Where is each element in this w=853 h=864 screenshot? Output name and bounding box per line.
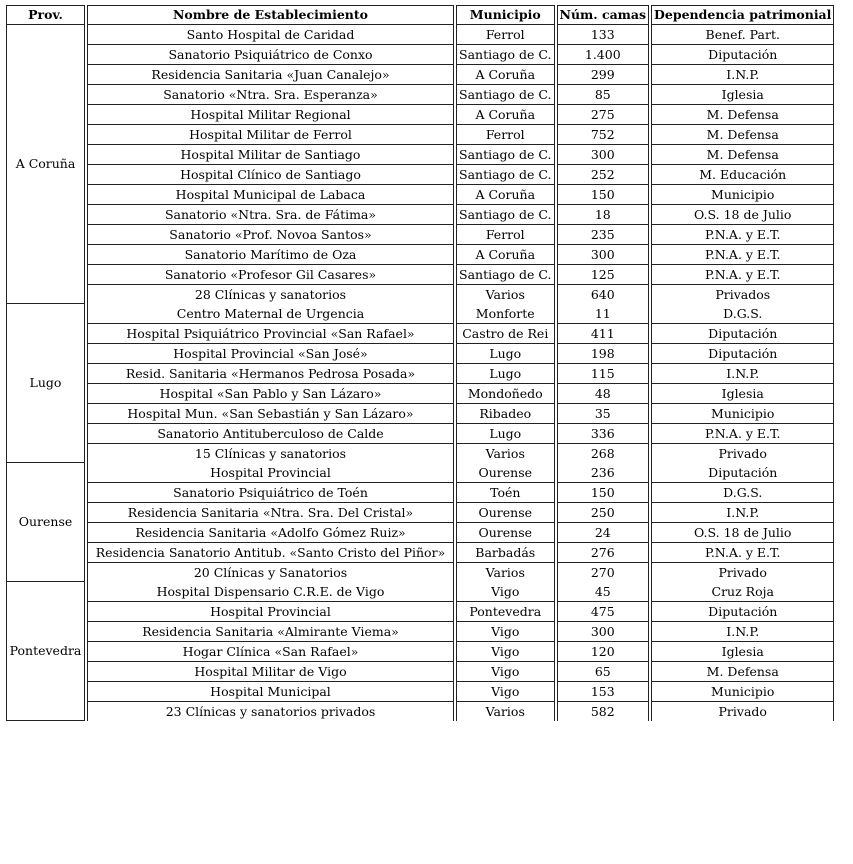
municipio-cell: A Coruña xyxy=(456,244,555,264)
municipio-cell: Ferrol xyxy=(456,25,555,44)
beds-cell: 752 xyxy=(557,124,650,144)
beds-cell: 35 xyxy=(557,403,650,423)
establishment-name-cell: Sanatorio Psiquiátrico de Toén xyxy=(87,482,454,502)
dependency-cell: M. Defensa xyxy=(651,124,834,144)
table-row xyxy=(6,204,834,224)
municipio-cell: Lugo xyxy=(456,363,555,383)
establishment-name-cell: Hospital Provincial «San José» xyxy=(87,343,454,363)
municipio-cell: Santiago de C. xyxy=(456,204,555,224)
municipio-cell: Varios xyxy=(456,443,555,463)
beds-cell: 45 xyxy=(557,582,650,601)
table-row xyxy=(6,104,834,124)
beds-cell: 250 xyxy=(557,502,650,522)
beds-cell: 48 xyxy=(557,383,650,403)
establishment-name-cell: Residencia Sanatorio Antitub. «Santo Cristo del Piñor» xyxy=(87,542,454,562)
dependency-cell: O.S. 18 de Julio xyxy=(651,522,834,542)
table-row xyxy=(6,244,834,264)
dependency-cell: Diputación xyxy=(651,343,834,363)
dependency-cell: Municipio xyxy=(651,184,834,204)
municipio-cell: A Coruña xyxy=(456,64,555,84)
dependency-cell: P.N.A. y E.T. xyxy=(651,264,834,284)
table-row xyxy=(6,44,834,64)
dependency-cell: D.G.S. xyxy=(651,482,834,502)
establishment-name-cell: Residencia Sanitaria «Adolfo Gómez Ruiz» xyxy=(87,522,454,542)
establishment-name-cell: Centro Maternal de Urgencia xyxy=(87,304,454,323)
table-row xyxy=(6,403,834,423)
municipio-cell: Varios xyxy=(456,284,555,304)
municipio-cell: Vigo xyxy=(456,681,555,701)
beds-cell: 640 xyxy=(557,284,650,304)
table-row xyxy=(6,621,834,641)
table-row xyxy=(6,184,834,204)
dependency-cell: Privados xyxy=(651,284,834,304)
beds-cell: 270 xyxy=(557,562,650,582)
header-row xyxy=(6,5,834,25)
beds-cell: 115 xyxy=(557,363,650,383)
table-row xyxy=(6,343,834,363)
municipio-cell: Barbadás xyxy=(456,542,555,562)
dependency-cell: M. Educación xyxy=(651,164,834,184)
municipio-cell: Vigo xyxy=(456,661,555,681)
municipio-cell: Vigo xyxy=(456,621,555,641)
province-cell: Pontevedra xyxy=(6,582,85,721)
table-row xyxy=(6,681,834,701)
beds-cell: 150 xyxy=(557,184,650,204)
province-cell: Ourense xyxy=(6,463,85,582)
table-row xyxy=(6,482,834,502)
dependency-cell: Municipio xyxy=(651,403,834,423)
establishment-name-cell: Sanatorio «Profesor Gil Casares» xyxy=(87,264,454,284)
beds-cell: 336 xyxy=(557,423,650,443)
dependency-cell: Privado xyxy=(651,443,834,463)
dependency-cell: I.N.P. xyxy=(651,363,834,383)
beds-cell: 299 xyxy=(557,64,650,84)
municipio-cell: Varios xyxy=(456,701,555,721)
beds-cell: 300 xyxy=(557,244,650,264)
table-row xyxy=(6,383,834,403)
establishment-name-cell: Resid. Sanitaria «Hermanos Pedrosa Posada» xyxy=(87,363,454,383)
municipio-cell: Santiago de C. xyxy=(456,144,555,164)
municipio-cell: Ferrol xyxy=(456,124,555,144)
beds-cell: 150 xyxy=(557,482,650,502)
establishment-name-cell: Hospital Municipal de Labaca xyxy=(87,184,454,204)
header-municipio: Municipio xyxy=(456,5,555,25)
dependency-cell: P.N.A. y E.T. xyxy=(651,244,834,264)
table-row xyxy=(6,601,834,621)
table-row xyxy=(6,582,834,601)
dependency-cell: M. Defensa xyxy=(651,104,834,124)
establishment-name-cell: Sanatorio «Ntra. Sra. Esperanza» xyxy=(87,84,454,104)
beds-cell: 24 xyxy=(557,522,650,542)
dependency-cell: P.N.A. y E.T. xyxy=(651,423,834,443)
establishment-name-cell: Hospital Provincial xyxy=(87,463,454,482)
province-cell: A Coruña xyxy=(6,25,85,304)
establishment-name-cell: Hospital Psiquiátrico Provincial «San Rafael» xyxy=(87,323,454,343)
table-row xyxy=(6,363,834,383)
beds-cell: 411 xyxy=(557,323,650,343)
municipio-cell: Lugo xyxy=(456,423,555,443)
province-cell: Lugo xyxy=(6,304,85,463)
table-row xyxy=(6,542,834,562)
establishment-name-cell: Residencia Sanitaria «Ntra. Sra. Del Cristal» xyxy=(87,502,454,522)
establishment-name-cell: 20 Clínicas y Sanatorios xyxy=(87,562,454,582)
dependency-cell: Privado xyxy=(651,701,834,721)
municipio-cell: Santiago de C. xyxy=(456,264,555,284)
establishment-name-cell: Hospital Militar Regional xyxy=(87,104,454,124)
beds-cell: 11 xyxy=(557,304,650,323)
dependency-cell: Diputación xyxy=(651,44,834,64)
establishment-name-cell: Hospital Militar de Ferrol xyxy=(87,124,454,144)
table-row xyxy=(6,522,834,542)
table-row xyxy=(6,224,834,244)
beds-cell: 275 xyxy=(557,104,650,124)
dependency-cell: Iglesia xyxy=(651,84,834,104)
establishment-name-cell: Residencia Sanitaria «Almirante Viema» xyxy=(87,621,454,641)
table-row xyxy=(6,323,834,343)
beds-cell: 300 xyxy=(557,621,650,641)
municipio-cell: Castro de Rei xyxy=(456,323,555,343)
municipio-cell: Ribadeo xyxy=(456,403,555,423)
establishment-name-cell: Hospital Militar de Santiago xyxy=(87,144,454,164)
establishment-name-cell: Hospital Mun. «San Sebastián y San Lázaro» xyxy=(87,403,454,423)
establishment-name-cell: Santo Hospital de Caridad xyxy=(87,25,454,44)
municipio-cell: Ourense xyxy=(456,502,555,522)
dependency-cell: O.S. 18 de Julio xyxy=(651,204,834,224)
municipio-cell: Mondoñedo xyxy=(456,383,555,403)
dependency-cell: I.N.P. xyxy=(651,502,834,522)
header-name: Nombre de Establecimiento xyxy=(87,5,454,25)
establishment-name-cell: Hogar Clínica «San Rafael» xyxy=(87,641,454,661)
header-prov: Prov. xyxy=(6,5,85,25)
establishment-name-cell: 15 Clínicas y sanatorios xyxy=(87,443,454,463)
municipio-cell: Ferrol xyxy=(456,224,555,244)
dependency-cell: I.N.P. xyxy=(651,621,834,641)
dependency-cell: M. Defensa xyxy=(651,144,834,164)
table-row xyxy=(6,284,834,304)
dependency-cell: Municipio xyxy=(651,681,834,701)
establishment-name-cell: Sanatorio «Prof. Novoa Santos» xyxy=(87,224,454,244)
establishment-name-cell: 23 Clínicas y sanatorios privados xyxy=(87,701,454,721)
dependency-cell: Iglesia xyxy=(651,383,834,403)
beds-cell: 153 xyxy=(557,681,650,701)
dependency-cell: P.N.A. y E.T. xyxy=(651,542,834,562)
beds-cell: 85 xyxy=(557,84,650,104)
dependency-cell: Iglesia xyxy=(651,641,834,661)
beds-cell: 65 xyxy=(557,661,650,681)
municipio-cell: Lugo xyxy=(456,343,555,363)
table-row xyxy=(6,124,834,144)
municipio-cell: Santiago de C. xyxy=(456,44,555,64)
table-row xyxy=(6,661,834,681)
table-row xyxy=(6,641,834,661)
beds-cell: 1.400 xyxy=(557,44,650,64)
table-row xyxy=(6,164,834,184)
table-row xyxy=(6,25,834,44)
table-body xyxy=(6,25,834,721)
municipio-cell: Pontevedra xyxy=(456,601,555,621)
table-row xyxy=(6,264,834,284)
municipio-cell: Vigo xyxy=(456,641,555,661)
dependency-cell: Cruz Roja xyxy=(651,582,834,601)
municipio-cell: Ourense xyxy=(456,522,555,542)
beds-cell: 268 xyxy=(557,443,650,463)
establishment-name-cell: Hospital Municipal xyxy=(87,681,454,701)
table-row xyxy=(6,701,834,721)
municipio-cell: A Coruña xyxy=(456,104,555,124)
table-row xyxy=(6,64,834,84)
dependency-cell: Diputación xyxy=(651,463,834,482)
beds-cell: 582 xyxy=(557,701,650,721)
dependency-cell: I.N.P. xyxy=(651,64,834,84)
table-row xyxy=(6,443,834,463)
establishment-name-cell: Sanatorio «Ntra. Sra. de Fátima» xyxy=(87,204,454,224)
municipio-cell: Vigo xyxy=(456,582,555,601)
dependency-cell: D.G.S. xyxy=(651,304,834,323)
beds-cell: 18 xyxy=(557,204,650,224)
table-row xyxy=(6,144,834,164)
table-row xyxy=(6,423,834,443)
establishment-name-cell: Sanatorio Psiquiátrico de Conxo xyxy=(87,44,454,64)
establishment-name-cell: Hospital Provincial xyxy=(87,601,454,621)
beds-cell: 475 xyxy=(557,601,650,621)
dependency-cell: Privado xyxy=(651,562,834,582)
establishment-name-cell: Hospital «San Pablo y San Lázaro» xyxy=(87,383,454,403)
establishment-name-cell: Hospital Clínico de Santiago xyxy=(87,164,454,184)
table-row xyxy=(6,304,834,323)
beds-cell: 276 xyxy=(557,542,650,562)
municipio-cell: A Coruña xyxy=(456,184,555,204)
municipio-cell: Toén xyxy=(456,482,555,502)
municipio-cell: Monforte xyxy=(456,304,555,323)
beds-cell: 236 xyxy=(557,463,650,482)
header-beds: Núm. camas xyxy=(557,5,650,25)
table-row xyxy=(6,84,834,104)
establishment-name-cell: Hospital Militar de Vigo xyxy=(87,661,454,681)
dependency-cell: M. Defensa xyxy=(651,661,834,681)
municipio-cell: Santiago de C. xyxy=(456,164,555,184)
table-row xyxy=(6,562,834,582)
table-row xyxy=(6,502,834,522)
municipio-cell: Ourense xyxy=(456,463,555,482)
header-dependency: Dependencia patrimonial xyxy=(651,5,834,25)
establishment-name-cell: Residencia Sanitaria «Juan Canalejo» xyxy=(87,64,454,84)
establishment-name-cell: Sanatorio Marítimo de Oza xyxy=(87,244,454,264)
beds-cell: 198 xyxy=(557,343,650,363)
dependency-cell: Benef. Part. xyxy=(651,25,834,44)
table-row xyxy=(6,463,834,482)
dependency-cell: Diputación xyxy=(651,323,834,343)
municipio-cell: Santiago de C. xyxy=(456,84,555,104)
establishment-name-cell: 28 Clínicas y sanatorios xyxy=(87,284,454,304)
beds-cell: 125 xyxy=(557,264,650,284)
dependency-cell: P.N.A. y E.T. xyxy=(651,224,834,244)
beds-cell: 120 xyxy=(557,641,650,661)
beds-cell: 300 xyxy=(557,144,650,164)
municipio-cell: Varios xyxy=(456,562,555,582)
dependency-cell: Diputación xyxy=(651,601,834,621)
establishment-name-cell: Hospital Dispensario C.R.E. de Vigo xyxy=(87,582,454,601)
beds-cell: 133 xyxy=(557,25,650,44)
beds-cell: 235 xyxy=(557,224,650,244)
establishment-name-cell: Sanatorio Antituberculoso de Calde xyxy=(87,423,454,443)
hospitals-table xyxy=(4,5,836,721)
beds-cell: 252 xyxy=(557,164,650,184)
